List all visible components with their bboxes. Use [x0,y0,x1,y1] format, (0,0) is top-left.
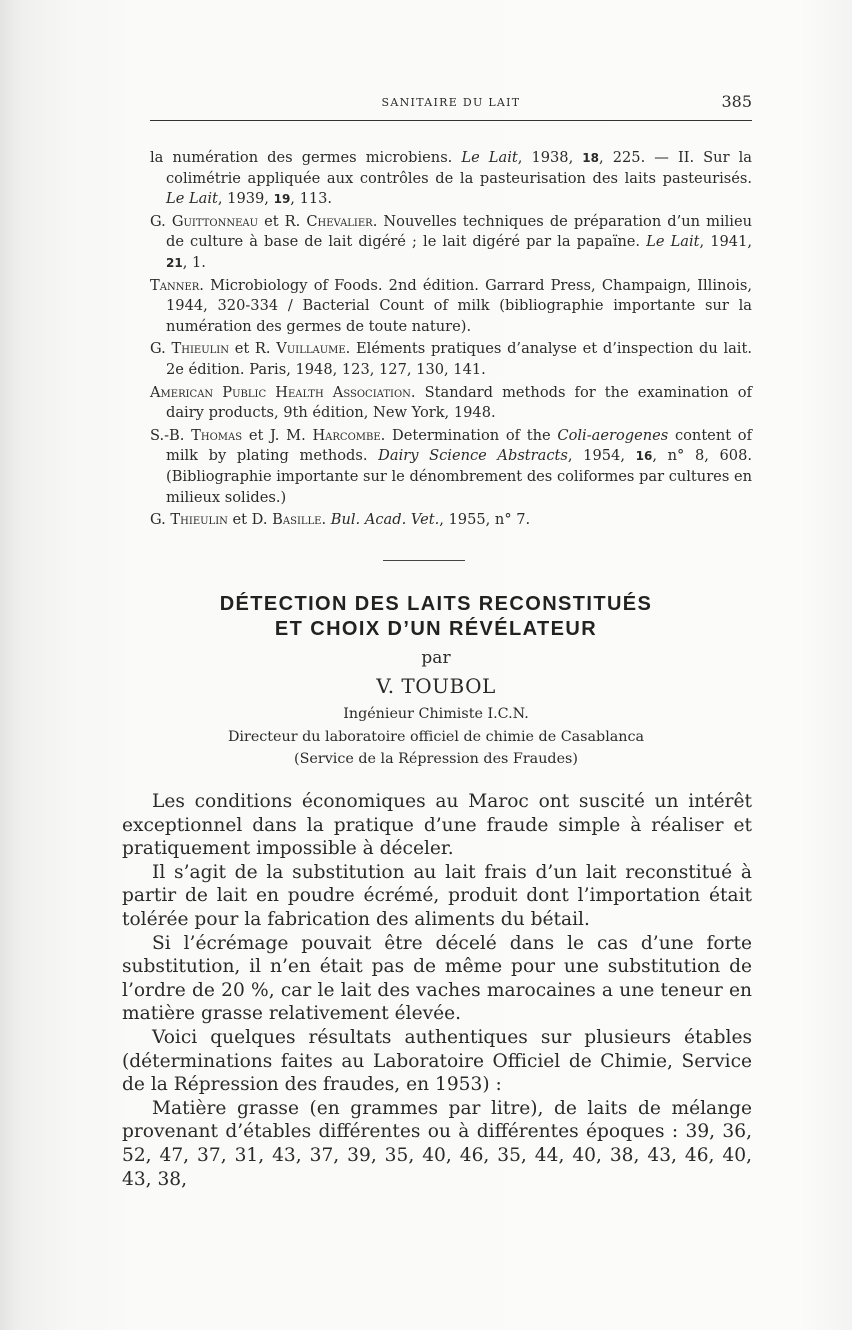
reference-text: . Determination of the [380,426,558,444]
author-name: Guittonneau [171,212,259,230]
body-paragraph: Il s’agit de la substitution au lait frais d’un lait reconstitué à partir de lait en poudre écrémé, produit dont l’importation était tolérée pour la fabrication des aliments du bétail. [122,861,752,930]
journal-title: Le Lait [166,190,218,208]
volume-number: 18 [582,151,599,165]
journal-title: Coli-aerogenes [557,426,669,444]
reference-entry [150,383,752,424]
reference-entry [150,276,752,338]
reference-text: G. [150,511,171,529]
title-line-2: ET CHOIX D’UN RÉVÉLATEUR [274,618,598,640]
reference-text: la numération des germes microbiens. [150,149,462,166]
reference-text: , 1. [182,253,206,271]
reference-text: , n° 8, 608. (Bibliographie importante sur le dénombrement des coliformes par cultures en milieux solides.) [166,447,753,506]
reference-text: . Nouvelles techniques de préparation d’un milieu de culture à base de lait digéré ; le lait digéré par la papaïne. [166,212,752,251]
reference-entry [150,339,752,380]
journal-title: Bul. Acad. Vet. [330,511,440,529]
reference-entry [150,426,752,508]
reference-text: , 1941, [699,233,753,251]
reference-text: . Microbiology of Foods. 2nd édition. Garrard Press, Champaign, Illinois, 1944, 320-334 / Bacterial Count of milk (bibliographie importante sur la numération des germes de toute nature). [166,276,752,335]
volume-number: 16 [635,449,653,464]
journal-title: Dairy Science Abstracts [378,447,568,465]
reference-list [150,148,752,533]
article-body [122,790,752,1191]
reference-text: . Eléments pratiques d’analyse et d’inspection du lait. 2e édition. Paris, 1948, 123, 127, 130, 141. [166,340,752,378]
body-paragraph: Voici quelques résultats authentiques sur plusieurs étables (déterminations faites au Laboratoire Officiel de Chimie, Service de la Répression des fraudes, en 1953) : [122,1026,752,1096]
reference-text: . [321,511,331,529]
author-name: Thieulin [170,511,228,529]
reference-text: G. [150,212,172,230]
title-line-1: DÉTECTION DES LAITS RECONSTITUÉS [219,593,653,615]
reference-text: et J. M. [242,426,313,444]
body-paragraph: Les conditions économiques au Maroc ont suscité un intérêt exceptionnel dans la pratique d’une fraude simple à réaliser et pratiquement impossible à déceler. [122,791,752,860]
journal-title: Le Lait [461,149,518,166]
author-service: (Service de la Répression des Fraudes) [294,751,578,767]
reference-entry [150,148,752,210]
reference-entry [150,212,752,274]
author-name: American Public Health Association [150,383,411,401]
reference-text: et R. [258,212,307,230]
reference-text: , 1954, [567,447,636,465]
by-label: par [421,648,451,668]
volume-number: 19 [273,192,291,207]
page-header [150,94,752,121]
reference-text: , 1938, [517,149,583,166]
reference-entry [150,510,752,531]
author-lab: Directeur du laboratoire officiel de chimie de Casablanca [227,728,645,745]
article-title [120,592,752,642]
reference-text: , 1939, [217,190,274,208]
running-title: SANITAIRE DU LAIT [381,96,521,109]
author-name: V. TOUBOL [376,674,496,698]
reference-text: S.-B. [150,426,192,444]
reference-text: et R. [228,340,277,358]
byline [120,647,752,771]
author-name: Vuillaume [276,340,346,358]
author-name: Harcombe [312,426,381,444]
section-divider [383,560,465,561]
reference-text: et D. [227,511,273,529]
author-name: Chevalier [306,212,373,230]
reference-text: content of milk by plating methods. [166,426,752,465]
page-number: 385 [721,92,752,111]
author-title: Ingénieur Chimiste I.C.N. [343,706,529,722]
reference-text: . Standard methods for the examination of dairy products, 9th édition, New York, 1948. [166,383,752,422]
body-paragraph: Matière grasse (en grammes par litre), de laits de mélange provenant d’étables différentes ou à différentes époques : 39, 36, 52, 47, 37, 31, 43, 37, 39, 35, 40, 46, 35, 44, 40, 38, 43, 46, 40, 43, 38, [122,1097,752,1190]
volume-number: 21 [166,255,183,270]
author-name: Thieulin [171,340,229,358]
author-name: Basille [272,511,322,529]
reference-text: , 1955, n° 7. [439,511,531,529]
reference-text: , 113. [290,190,333,208]
author-name: Tanner [150,276,200,294]
reference-text: G. [150,340,172,358]
journal-title: Le Lait [646,233,700,251]
body-paragraph: Si l’écrémage pouvait être décelé dans le cas d’une forte substitution, il n’en était pas de même pour une substitution de l’ordre de 20 %, car le lait des vaches marocaines a une teneur en matière grasse relativement élevée. [122,932,752,1025]
reference-text: , 225. — II. Sur la colimétrie appliquée aux contrôles de la pasteurisation des laits pasteurisés. [166,149,752,187]
author-name: Thomas [191,426,243,444]
